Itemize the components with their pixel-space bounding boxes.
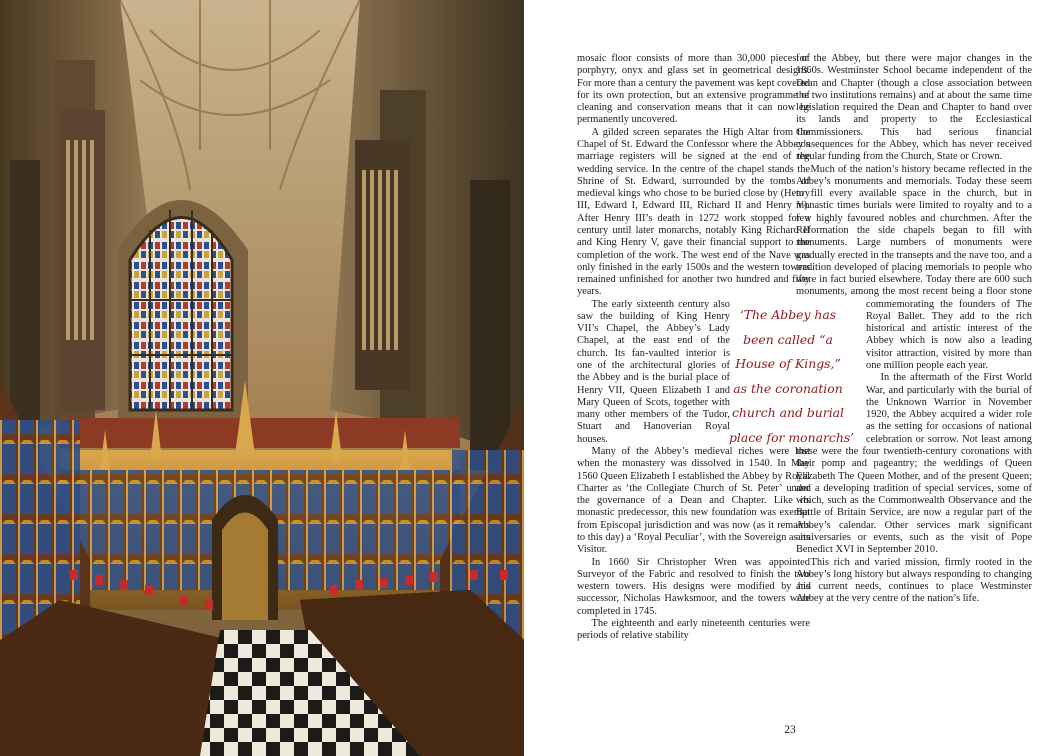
- paragraph: This rich and varied mission, firmly rooted in the Abbey’s long history but always responding to changing and current needs, continues to place Westminster Abbey at the very centre of the nation’s life.: [796, 556, 1032, 605]
- pull-quote-line: been called “a: [743, 331, 833, 347]
- pull-quote: [729, 303, 855, 451]
- paragraph: Much of the nation’s history became reflected in the Abbey’s monuments and memorials. Today these seem to fill every available space in the church, but in monastic times burials were limited to royalty and to a few highly favoured nobles and churchmen. After the Reformation the side chapels began to fill with monuments. Large numbers of monuments were gradually erected in the transepts and the nave too, and a tradition developed of placing memorials to people who were in fact buried elsewhere. Today there are 600 such monuments, among the most recent being a floor stone commemorating the founders of The Royal Ballet. They add to the rich historical and artistic interest of the Abbey which is now also a leading visitor attraction, visited by more than one million people each year.: [796, 163, 1032, 372]
- pull-quote-line: place for monarchs’: [729, 429, 855, 445]
- paragraph: A gilded screen separates the High Altar from the Chapel of St. Edward the Confessor where the Abbey’s marriage registers will be signed at the end of the wedding service. In the centre of the chapel stands the Shrine of St. Edward, surrounded by the tombs of medieval kings who chose to be buried close by (Henry III, Edward I, Edward III, Richard II and Henry V). After Henry III’s death in 1272 work stopped for a century until later monarchs, notably King Richard II and King Henry V, gave their financial support to the completion of the work. The west end of the Nave was only finished in the early 1500s and the western towers remained unfinished for another two hundred and fifty years.: [577, 126, 810, 298]
- paragraph: The eighteenth and early nineteenth centuries were periods of relative stability: [577, 617, 810, 642]
- cathedral-interior-photo: [0, 0, 524, 756]
- pull-quote-line: ‘The Abbey has: [739, 307, 837, 322]
- text-page: [524, 0, 1056, 756]
- page-number: 23: [784, 724, 796, 736]
- paragraph: mosaic floor consists of more than 30,000 pieces of porphyry, onyx and glass set in geometrical designs. For more than a century the pavement was kept covered for its own protection, but an extensive programme of cleaning and conservation means that it can now be permanently uncovered.: [577, 53, 810, 126]
- paragraph: for the Abbey, but there were major changes in the 1860s. Westminster School became independent of the Dean and Chapter (though a close association between the two institutions remains) and at about the same time legislation required the Dean and Chapter to hand over its lands and property to the Ecclesiastical Commissioners. This had serious financial consequences for the Abbey, which has never received regular funding from the Church, State or Crown.: [796, 53, 1032, 163]
- pull-quote-line: House of Kings,”: [735, 356, 841, 372]
- paragraph: In the aftermath of the First World War, and particularly with the burial of the Unknown Warrior in November 1920, the Abbey acquired a wider role as the setting for occasions of national celebration or sorrow. Not least among these were the four twentieth-century coronations with their pomp and pageantry; the weddings of Queen Elizabeth The Queen Mother, and of the present Queen; and a developing tradition of special services, some of which, such as the Commonwealth Observance and the Battle of Britain Service, are now a regular part of the Abbey’s calendar. Other services mark significant anniversaries or events, such as the visit of Pope Benedict XVI in September 2010.: [796, 372, 1032, 556]
- pull-quote-line: church and burial: [731, 405, 845, 421]
- paragraph: The early sixteenth century also saw the building of King Henry VII’s Chapel, the Abbey’s Lady Chapel, at the east end of the church. Its fan-vaulted interior is one of the architectural glories of the Abbey and is the burial place of Henry VII, Queen Elizabeth I and Mary Queen of Scots, together with many other members of the Tudor, Stuart and Hanoverian Royal houses.: [577, 298, 730, 445]
- pull-quote-line: as the coronation: [733, 380, 843, 396]
- paragraph: Many of the Abbey’s medieval riches were lost when the monastery was dissolved in 1540. In May 1560 Queen Elizabeth I established the Abbey by Royal Charter as ‘the Collegiate Church of St. Peter’ under the governance of a Dean and Chapter. Like its monastic predecessor, this new foundation was exempt from Episcopal jurisdiction and was now (as it remains to this day) a ‘Royal Peculiar’, with the Sovereign as its Visitor.: [577, 446, 810, 556]
- paragraph: In 1660 Sir Christopher Wren was appointed Surveyor of the Fabric and resolved to finish the two western towers. His designs were modified by his successor, Nicholas Hawksmoor, and the towers were completed in 1745.: [577, 556, 810, 617]
- cathedral-illustration: [0, 0, 524, 756]
